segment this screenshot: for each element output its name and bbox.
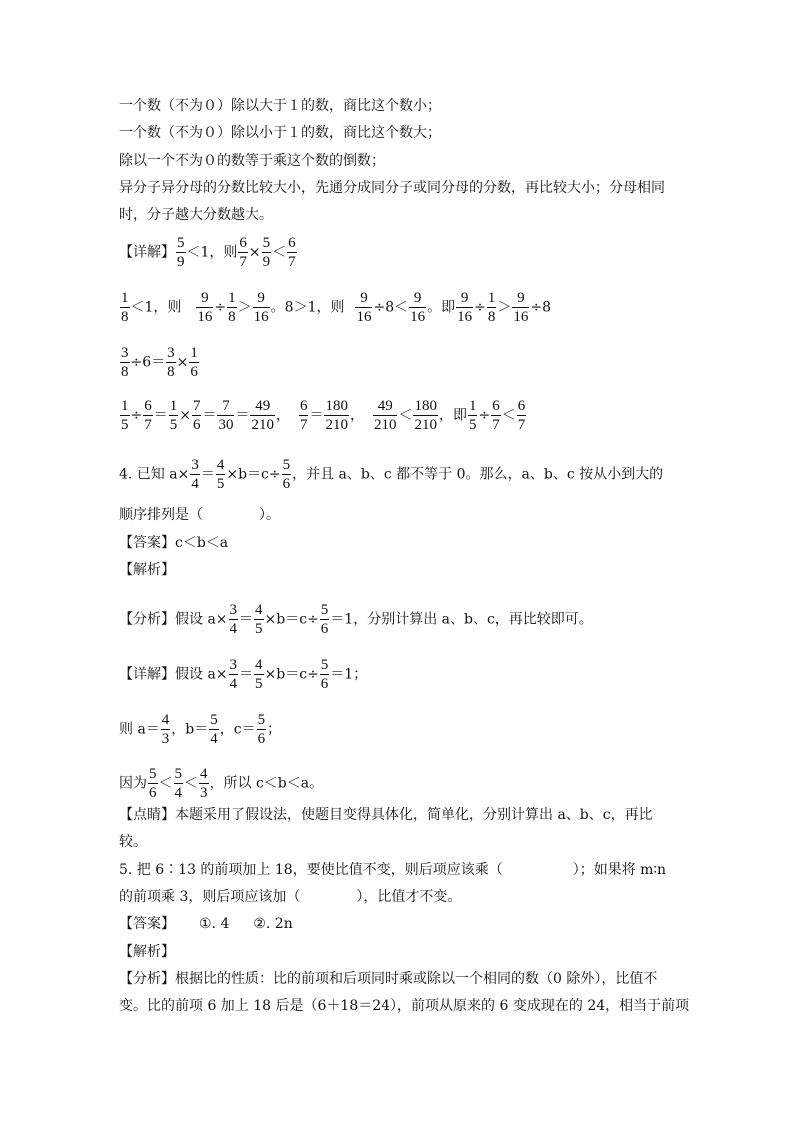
fraction xyxy=(196,289,213,326)
fraction xyxy=(250,397,275,434)
numerator: 9 xyxy=(517,290,525,306)
denominator: 7 xyxy=(299,417,308,433)
fraction xyxy=(512,289,529,326)
numerator: 4 xyxy=(255,657,263,673)
numerator: 1 xyxy=(190,345,198,361)
fraction xyxy=(254,656,264,693)
operator: ＜ xyxy=(398,407,413,424)
rule-line-4a: 异分子异分母的分数比较大小，先通分成同分子或同分母的分数，再比较大小；分母相同 xyxy=(119,180,665,196)
numerator: 6 xyxy=(144,398,152,414)
numerator: 5 xyxy=(177,235,185,251)
operator: ＝ xyxy=(151,354,166,371)
fraction xyxy=(413,397,438,434)
denominator: 8 xyxy=(121,309,129,325)
fraction xyxy=(373,397,398,434)
text: 本题采用了假设法，使题目变得具体化，简单化，分别计算出 a、b、c，再比 xyxy=(175,807,653,823)
operator: ＝ xyxy=(239,666,254,683)
detail-line xyxy=(119,656,367,693)
text: ， xyxy=(275,407,290,424)
denominator: 8 xyxy=(487,309,496,325)
fraction xyxy=(161,711,171,748)
denominator: 3 xyxy=(200,785,208,801)
fraction xyxy=(355,289,372,326)
denominator: 7 xyxy=(144,417,152,433)
fraction xyxy=(287,234,297,271)
q5-analysis-line-1 xyxy=(119,970,657,988)
text: ，c＝ xyxy=(219,721,256,738)
fraction xyxy=(299,397,309,434)
fraction xyxy=(174,765,184,802)
numerator: 9 xyxy=(360,290,368,306)
denominator: 210 xyxy=(373,417,397,433)
denominator: 9 xyxy=(177,254,185,270)
denominator: 5 xyxy=(255,621,263,637)
question-5-line-1: 5. 把 6∶13 的前项加上 18，要使比值不变，则后项应该乘（ ）；如果将 m∶n xyxy=(119,862,667,878)
answer-1: ①. 4 xyxy=(199,916,230,932)
denominator: 8 xyxy=(228,309,236,325)
operator: ＝ xyxy=(239,611,254,628)
fraction xyxy=(176,234,186,271)
denominator: 4 xyxy=(191,476,199,492)
numerator: 5 xyxy=(320,602,329,618)
operator: ＝ xyxy=(235,407,250,424)
operator: ＜ xyxy=(272,244,287,261)
fraction xyxy=(262,234,272,271)
fraction xyxy=(199,765,209,802)
fraction xyxy=(324,397,349,434)
answer-line xyxy=(119,534,228,552)
denominator: 4 xyxy=(229,676,238,692)
numerator: 9 xyxy=(460,290,469,306)
denominator: 6 xyxy=(257,731,266,747)
text: ÷8 xyxy=(373,299,395,316)
denominator: 6 xyxy=(320,676,329,692)
denominator: 5 xyxy=(216,476,225,492)
answer-tag: 【答案】 xyxy=(119,535,175,551)
denominator: 16 xyxy=(457,309,473,325)
rule-line-3: 除以一个不为０的数等于乘这个数的倒数； xyxy=(119,153,385,169)
numerator: 1 xyxy=(121,290,129,306)
text: 根据比的性质：比的前项和后项同时乘或除以一个相同的数（0 除外），比值不 xyxy=(175,971,658,987)
numerator: 1 xyxy=(169,398,178,414)
operator: ＜ xyxy=(184,775,198,792)
fraction xyxy=(209,711,219,748)
detail-line-1 xyxy=(119,234,298,271)
question-4-line-1 xyxy=(119,456,663,493)
denominator: 210 xyxy=(325,417,348,433)
denominator: 6 xyxy=(282,476,291,492)
fraction xyxy=(166,344,176,381)
result-line xyxy=(119,711,281,748)
numerator: 4 xyxy=(161,712,170,728)
operator: ＝ xyxy=(153,407,168,424)
denominator: 6 xyxy=(149,785,157,801)
numerator: 3 xyxy=(191,457,199,473)
fraction xyxy=(487,289,497,326)
numerator: 9 xyxy=(201,290,209,306)
q5-analysis-tag: 【解析】 xyxy=(119,944,175,960)
fraction xyxy=(253,289,270,326)
numerator: 6 xyxy=(492,398,500,414)
denominator: 5 xyxy=(169,417,178,433)
fraction xyxy=(257,711,267,748)
numerator: 5 xyxy=(282,457,291,473)
answer-2: ②. 2n xyxy=(253,916,293,932)
numerator: 180 xyxy=(414,398,437,414)
fraction xyxy=(229,656,239,693)
fraction xyxy=(456,289,473,326)
analysis-label: 【分析】 xyxy=(119,611,175,628)
text: ×b＝c÷ xyxy=(226,466,281,483)
fraction xyxy=(320,601,330,638)
operator: × xyxy=(248,244,261,261)
numerator: 49 xyxy=(255,398,271,414)
numerator: 4 xyxy=(216,457,225,473)
fraction xyxy=(229,601,239,638)
q5-analysis-line-2: 变。比的前项 6 加上 18 后是（6＋18＝24），前项从原来的 6 变成现在的 24，相当于前项 xyxy=(119,998,690,1014)
fraction xyxy=(120,289,130,326)
detail-line-4 xyxy=(119,397,527,434)
numerator: 5 xyxy=(257,712,266,728)
denominator: 8 xyxy=(121,364,129,380)
operator: ＜ xyxy=(158,775,173,792)
text: ÷6 xyxy=(130,354,152,371)
numerator: 1 xyxy=(228,290,236,306)
text: 假设 a× xyxy=(175,666,228,683)
fraction xyxy=(491,397,501,434)
fraction xyxy=(216,456,226,493)
denominator: 30 xyxy=(218,417,234,433)
denominator: 7 xyxy=(239,254,247,270)
operator: ＜ xyxy=(501,407,516,424)
numerator: 1 xyxy=(468,398,477,414)
operator: ＞ xyxy=(237,299,252,316)
numerator: 7 xyxy=(222,398,230,414)
operator: ＝ xyxy=(309,407,324,424)
rule-line-4b: 时，分子越大分数越大。 xyxy=(119,207,273,223)
text: ，即 xyxy=(438,407,467,424)
denominator: 4 xyxy=(174,785,182,801)
text: ×b＝c÷ xyxy=(264,611,319,628)
numerator: 4 xyxy=(200,766,208,782)
fraction xyxy=(468,397,478,434)
fraction xyxy=(143,397,153,434)
denominator: 16 xyxy=(197,309,213,325)
answer-text: c＜b＜a xyxy=(175,535,229,551)
text: ×b＝c÷ xyxy=(264,666,319,683)
denominator: 5 xyxy=(468,417,477,433)
text: 则 a＝ xyxy=(119,721,160,738)
numerator: 5 xyxy=(149,766,157,782)
text: ÷8 xyxy=(530,299,551,316)
numerator: 1 xyxy=(487,290,496,306)
numerator: 3 xyxy=(229,657,238,673)
denominator: 210 xyxy=(251,417,274,433)
numerator: 6 xyxy=(299,398,308,414)
text: ， xyxy=(349,407,364,424)
operator: ＜ xyxy=(394,299,409,316)
denominator: 16 xyxy=(513,309,529,325)
text: ，所以 c＜b＜a。 xyxy=(209,775,324,792)
operator: ＝ xyxy=(202,407,217,424)
analysis-tag: 【解析】 xyxy=(119,562,175,578)
fraction xyxy=(217,397,234,434)
numerator: 5 xyxy=(174,766,182,782)
fraction xyxy=(254,601,264,638)
denominator: 210 xyxy=(414,417,437,433)
denominator: 7 xyxy=(492,417,500,433)
text: ，b＝ xyxy=(171,721,209,738)
analysis-label: 【分析】 xyxy=(119,971,175,987)
comparison-line xyxy=(119,765,323,802)
denominator: 7 xyxy=(517,417,526,433)
detail-line-3 xyxy=(119,344,200,381)
numerator: 4 xyxy=(255,602,263,618)
numerator: 180 xyxy=(325,398,348,414)
denominator: 5 xyxy=(121,417,129,433)
rule-line-1: 一个数（不为０）除以大于１的数，商比这个数小； xyxy=(119,98,441,114)
numerator: 3 xyxy=(229,602,238,618)
fraction xyxy=(227,289,237,326)
detail-label: 【详解】 xyxy=(119,666,175,683)
remark-tag: 【点睛】 xyxy=(119,807,175,823)
denominator: 9 xyxy=(262,254,271,270)
fraction xyxy=(238,234,248,271)
denominator: 6 xyxy=(192,417,201,433)
denominator: 4 xyxy=(229,621,238,637)
remark-line-2: 较。 xyxy=(119,834,147,850)
text: ＜1，则 xyxy=(130,299,182,316)
fraction xyxy=(517,397,527,434)
fraction xyxy=(120,344,130,381)
text: 。8＞1，则 xyxy=(270,299,345,316)
fraction xyxy=(190,456,200,493)
denominator: 6 xyxy=(190,364,198,380)
operator: ÷ xyxy=(214,299,227,316)
text: 4. 已知 a× xyxy=(119,466,190,483)
numerator: 5 xyxy=(262,235,271,251)
numerator: 9 xyxy=(413,290,422,306)
fraction xyxy=(192,397,202,434)
numerator: 6 xyxy=(288,235,296,251)
numerator: 9 xyxy=(257,290,265,306)
fraction xyxy=(169,397,179,434)
denominator: 16 xyxy=(356,309,372,325)
numerator: 6 xyxy=(517,398,526,414)
answer-tag: 【答案】 xyxy=(119,916,175,932)
text: 假设 a× xyxy=(175,611,228,628)
numerator: 6 xyxy=(239,235,247,251)
fraction xyxy=(409,289,426,326)
numerator: 5 xyxy=(320,657,329,673)
text: ＜1，则 xyxy=(186,244,238,261)
operator: × xyxy=(176,354,189,371)
remark-line-1 xyxy=(119,806,653,824)
text: 。即 xyxy=(427,299,456,316)
detail-line-2 xyxy=(119,289,551,326)
numerator: 3 xyxy=(167,345,175,361)
operator: ÷ xyxy=(478,407,491,424)
text: ； xyxy=(267,721,282,738)
question-4-line-2: 顺序排列是（ ）。 xyxy=(119,507,280,523)
fraction xyxy=(189,344,199,381)
denominator: 8 xyxy=(167,364,175,380)
text: ，并且 a、b、c 都不等于 0。那么，a、b、c 按从小到大的 xyxy=(292,466,664,483)
numerator: 7 xyxy=(192,398,201,414)
denominator: 6 xyxy=(320,621,329,637)
detail-tag: 【详解】 xyxy=(119,244,175,261)
operator: ＝ xyxy=(200,466,215,483)
fraction xyxy=(320,656,330,693)
operator: ÷ xyxy=(474,299,486,316)
denominator: 16 xyxy=(253,309,269,325)
denominator: 5 xyxy=(255,676,263,692)
denominator: 16 xyxy=(410,309,426,325)
analysis-line xyxy=(119,601,593,638)
denominator: 3 xyxy=(161,731,170,747)
fraction xyxy=(120,397,130,434)
text: ＝1，分别计算出 a、b、c，再比较即可。 xyxy=(330,611,593,628)
q5-answer-line xyxy=(119,915,293,933)
text: ＝1； xyxy=(330,666,368,683)
numerator: 49 xyxy=(377,398,393,414)
fraction xyxy=(148,765,158,802)
question-5-line-2: 的前项乘 3，则后项应该加（ ），比值才不变。 xyxy=(119,889,462,905)
numerator: 1 xyxy=(121,398,129,414)
rule-line-2: 一个数（不为０）除以小于１的数，商比这个数大； xyxy=(119,125,441,141)
numerator: 5 xyxy=(210,712,218,728)
operator: ＞ xyxy=(497,299,512,316)
numerator: 3 xyxy=(121,345,129,361)
operator: × xyxy=(179,407,191,424)
fraction xyxy=(282,456,292,493)
denominator: 7 xyxy=(288,254,296,270)
text: 因为 xyxy=(119,775,147,792)
operator: ÷ xyxy=(130,407,143,424)
denominator: 4 xyxy=(210,731,218,747)
